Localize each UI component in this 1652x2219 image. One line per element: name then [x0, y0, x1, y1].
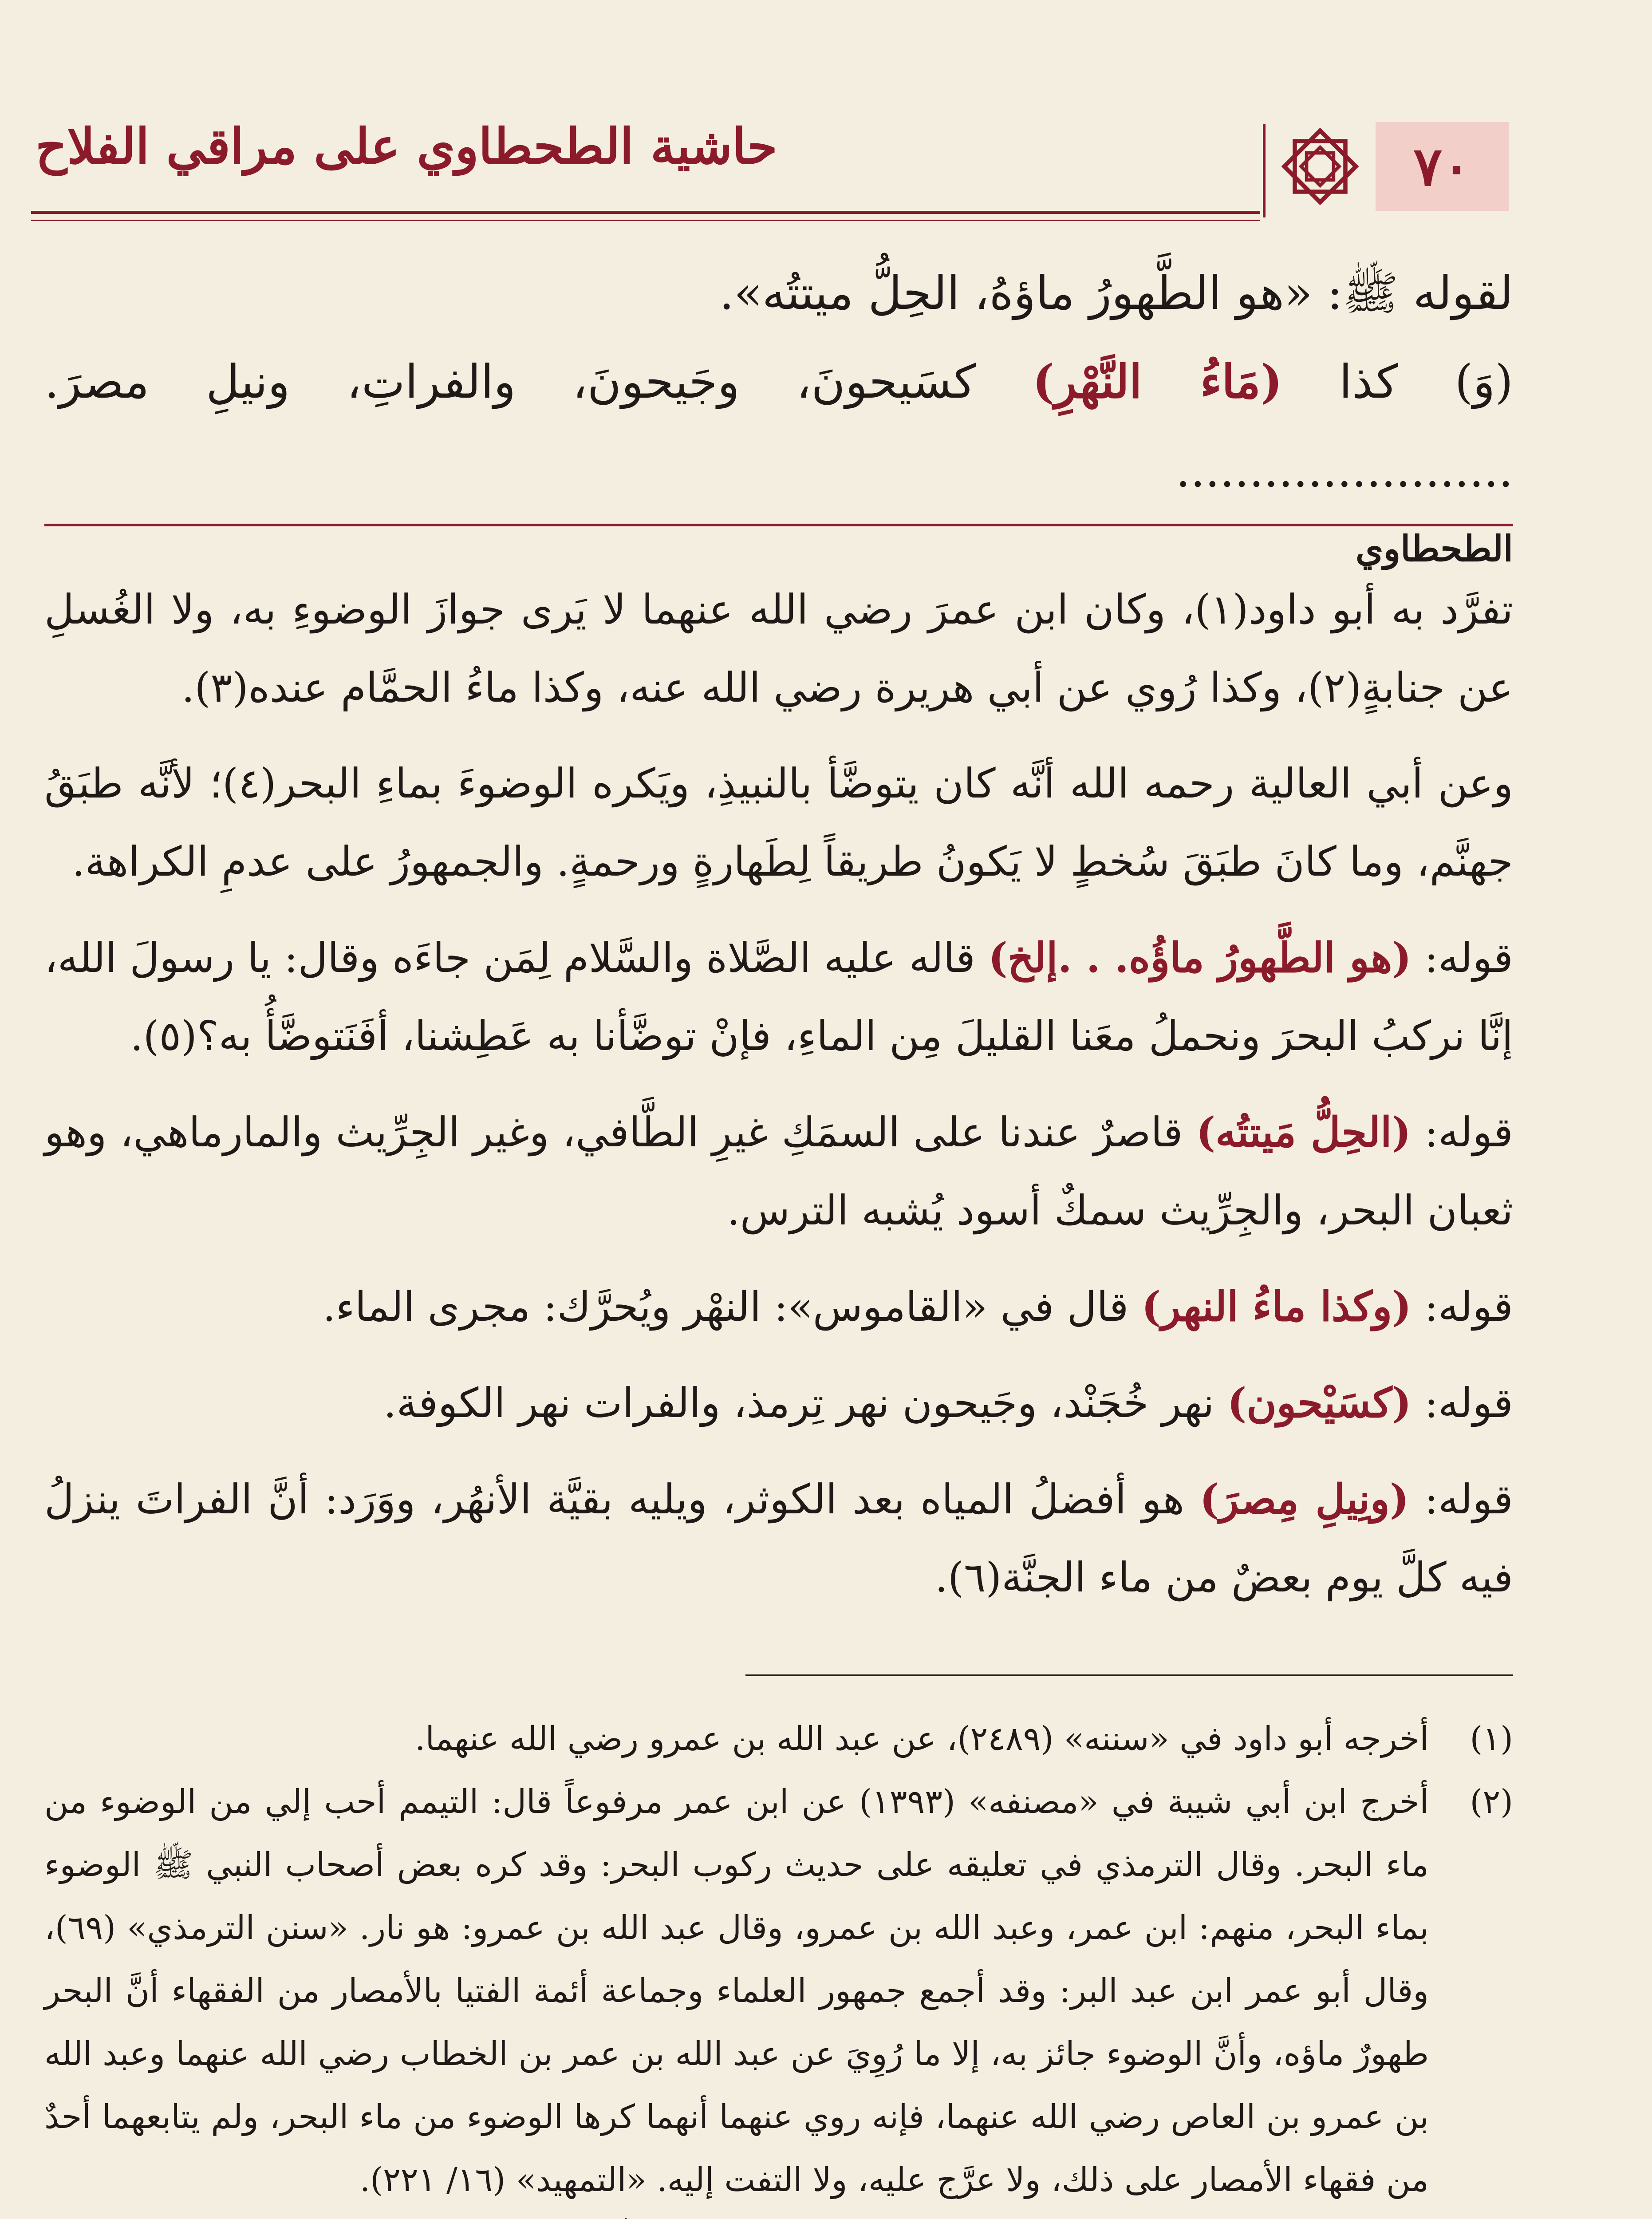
- footnote-number: (٢): [1470, 1783, 1513, 1821]
- commentary-paragraph: تفرَّد به أبو داود(١)، وكان ابن عمرَ رضي الله عنهما لا يَرى جوازَ الوضوءِ به، ولا الغُسلِ عن جنابةٍ(٢)، وكذا رُوي عن أبي هريرة رضي الله عنه، وكذا ماءُ الحمَّام عنده(٣).: [44, 586, 1513, 711]
- qawluhu-label: قوله:: [1424, 934, 1513, 982]
- footnote-number: (١): [1470, 1720, 1513, 1758]
- page-number-box: [1376, 122, 1509, 211]
- quoted-phrase: (كسَيْحون): [1227, 1379, 1411, 1427]
- page-header: [31, 98, 1509, 213]
- paragraph-text: هو أفضلُ المياه بعد الكوثر، ويليه بقيَّة الأنهُر، ووَرَد: أنَّ الفراتَ ينزلُ فيه كلَّ يوم بعضٌ من ماء الجنَّة(٦).: [44, 1476, 1513, 1601]
- commentary-paragraph: [44, 919, 1513, 1075]
- paragraph-text: قاله عليه الصَّلاة والسَّلام لِمَن جاءَه وقال: يا رسولَ الله، إنَّا نركبُ البحرَ ونحملُ معَنا القليلَ مِن الماءِ، فإنْ توضَّأنا به عَطِشنا، أفَنَتوضَّأُ به؟(٥).: [44, 934, 1513, 1060]
- commentary-paragraph: [44, 1460, 1513, 1617]
- main-text-line-2: [44, 337, 1513, 515]
- commentary-paragraph: [44, 1093, 1513, 1250]
- qawluhu-label: قوله:: [1424, 1379, 1513, 1427]
- footnote-number: [1429, 2211, 1513, 2219]
- main-text-keyword: (مَاءُ النَّهْرِ): [1033, 354, 1283, 409]
- quoted-phrase: (الحِلُّ مَيتتُه): [1196, 1108, 1411, 1156]
- commentary: [44, 571, 1513, 1617]
- main-text-line-1: لقوله ﷺ: «هو الطَّهورُ ماؤهُ، الحِلُّ ميتتُه».: [719, 266, 1513, 320]
- footnote: [44, 1707, 1513, 1770]
- page-number: ٧٠: [1413, 135, 1471, 198]
- main-text-prefix: (وَ) كذا: [1339, 355, 1514, 409]
- commentary-paragraph: وعن أبي العالية رحمه الله أنَّه كان يتوضَّأ بالنبيذِ، ويَكره الوضوءَ بماءِ البحر(٤)؛ لأنَّه طبَقُ جهنَّم، وما كانَ طبَقَ سُخطٍ لا يَكونُ طريقاً لِطَهارةٍ ورحمةٍ. والجمهورُ على عدمِ الكراهة.: [44, 760, 1513, 885]
- header-vertical-rule: [1263, 124, 1266, 217]
- quoted-phrase: (ونِيلِ مِصرَ): [1199, 1475, 1409, 1523]
- commentary-separator: [44, 524, 1513, 569]
- footnote-text: أخرج ابن أبي شيبة في «مصنفه» (١٣٩٣) عن ابن عمر مرفوعاً قال: التيمم أحب إلي من الوضوء من ماء البحر. وقال الترمذي في تعليقه على حديث ركوب البحر: وقد كره بعض أصحاب النبي ﷺ الوضوء بماء البحر، منهم: ابن عمر، وعبد الله بن عمرو، وقال عبد الله بن عمرو: هو نار. «سنن الترمذي» (٦٩)، وقال أبو عمر ابن عبد البر: وقد أجمع جمهور العلماء وجماعة أئمة الفتيا بالأمصار من الفقهاء أنَّ البحر طهورٌ ماؤه، وأنَّ الوضوء جائز به، إلا ما رُوِيَ عن عبد الله بن عمر بن الخطاب رضي الله عنهما وعبد الله بن عمرو بن العاص رضي الله عنهما، فإنه روي عنهما أنهما كرها الوضوء من ماء البحر، ولم يتابعهما أحدٌ من فقهاء الأمصار على ذلك، ولا عرَّج عليه، ولا التفت إليه. «التمهيد» (١٦/ ٢٢١).: [44, 1783, 1429, 2199]
- page-content: [44, 249, 1513, 2219]
- footnote-text: [44, 2211, 1429, 2219]
- qawluhu-label: قوله:: [1424, 1476, 1513, 1523]
- main-text: [44, 249, 1513, 515]
- qawluhu-label: قوله:: [1424, 1283, 1513, 1331]
- commentary-paragraph: [44, 1267, 1513, 1346]
- paragraph-text: قاصرٌ عندنا على السمَكِ غيرِ الطَّافي، وغير الجِرِّيث والمارماهي، وهو ثعبان البحر، والجِرِّيث سمكٌ أسود يُشبه الترس.: [44, 1109, 1513, 1234]
- paragraph-text: قال في «القاموس»: النهْر ويُحرَّك: مجرى الماء.: [323, 1283, 1129, 1331]
- book-title: حاشية الطحطاوي على مراقي الفلاح: [35, 118, 777, 175]
- paragraph-text: نهر خُجَنْد، وجَيحون نهر تِرمذ، والفرات نهر الكوفة.: [383, 1379, 1214, 1427]
- footnotes: [44, 1707, 1513, 2219]
- quoted-phrase: (هو الطَّهورُ ماؤُه. . .إلخ): [988, 934, 1411, 982]
- header-rule-thin: [31, 220, 1260, 221]
- qawluhu-label: قوله:: [1424, 1109, 1513, 1156]
- footnote: [44, 2211, 1513, 2219]
- star-ornament-icon: [1278, 124, 1362, 209]
- commentary-label: الطحطاوي: [1355, 528, 1513, 569]
- main-text-rest: كسَيحونَ، وجَيحونَ، والفراتِ، ونيلِ مصرَ. .......................: [44, 355, 1513, 497]
- commentary-paragraph: [44, 1364, 1513, 1442]
- footnote-separator: [745, 1674, 1513, 1676]
- footnote: [44, 1770, 1513, 2211]
- quoted-phrase: (وكذا ماءُ النهر): [1141, 1283, 1411, 1331]
- footnote-text: أخرجه أبو داود في «سننه» (٢٤٨٩)، عن عبد الله بن عمرو رضي الله عنهما.: [415, 1720, 1429, 1758]
- header-rule: [31, 211, 1260, 214]
